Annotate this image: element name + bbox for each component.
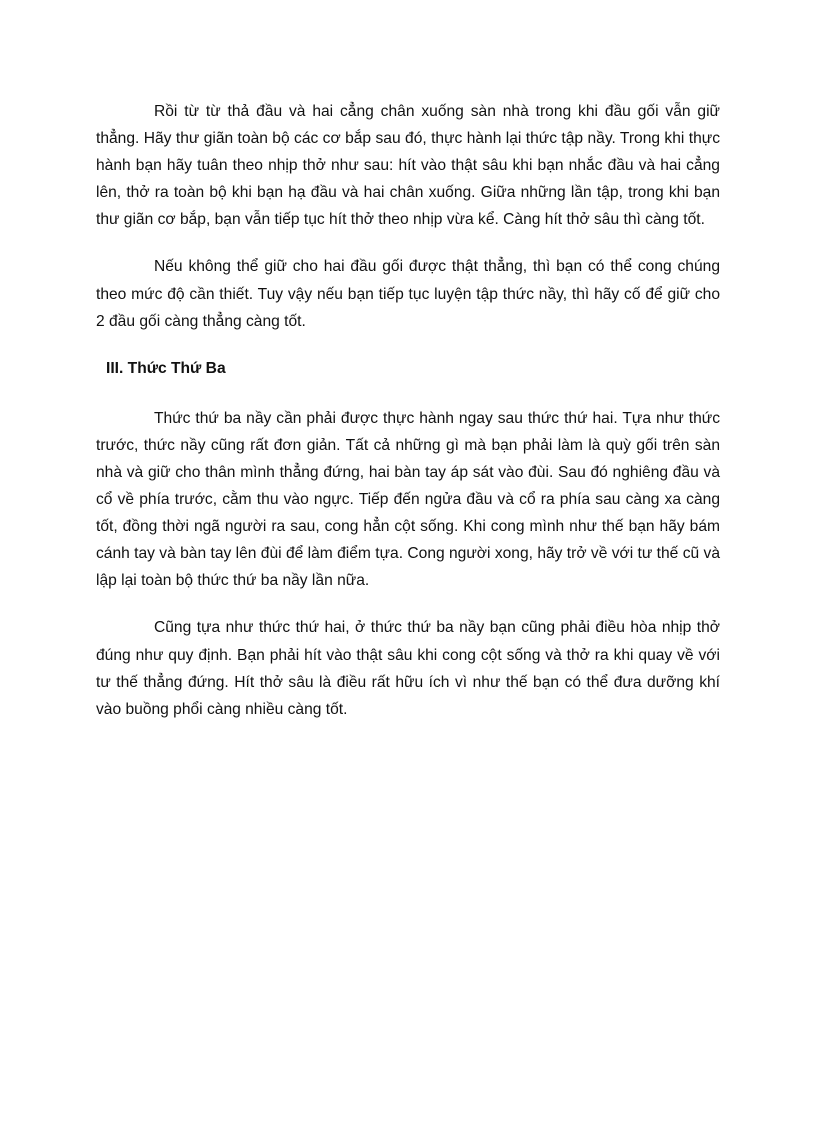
document-body: [96, 98, 720, 723]
paragraph-1: Rồi từ từ thả đầu và hai cẳng chân xuống sàn nhà trong khi đầu gối vẫn giữ thẳng. Hãy thư giãn toàn bộ các cơ bắp sau đó, thực hành lại thức tập nầy. Trong khi thực hành bạn hãy tuân theo nhịp thở như sau: hít vào thật sâu khi bạn nhắc đầu và hai cẳng lên, thở ra toàn bộ khi bạn hạ đầu và hai chân xuống. Giữa những lần tập, trong khi bạn thư giãn cơ bắp, bạn vẫn tiếp tục hít thở theo nhịp vừa kể. Càng hít thở sâu thì càng tốt.: [96, 103, 720, 229]
paragraph-3: Thức thứ ba nầy cần phải được thực hành ngay sau thức thứ hai. Tựa như thức trước, thức nầy cũng rất đơn giản. Tất cả những gì mà bạn phải làm là quỳ gối trên sàn nhà và giữ cho thân mình thẳng đứng, hai bàn tay áp sát vào đùi. Sau đó nghiêng đầu và cổ về phía trước, cằm thu vào ngực. Tiếp đến ngửa đầu và cổ ra phía sau càng xa càng tốt, đồng thời ngã người ra sau, cong hẳn cột sống. Khi cong mình như thế bạn hãy bám cánh tay và bàn tay lên đùi để làm điểm tựa. Cong người xong, hãy trở về với tư thế cũ và lập lại toàn bộ thức thứ ba nầy lần nữa.: [96, 409, 720, 590]
paragraph-4: Cũng tựa như thức thứ hai, ở thức thứ ba nầy bạn cũng phải điều hòa nhịp thở đúng như quy định. Bạn phải hít vào thật sâu khi cong cột sống và thở ra khi quay về với tư thế thẳng đứng. Hít thở sâu là điều rất hữu ích vì như thế bạn có thể đưa dưỡng khí vào buồng phổi càng nhiều càng tốt.: [96, 619, 720, 718]
paragraph-2: Nếu không thể giữ cho hai đầu gối được thật thẳng, thì bạn có thể cong chúng theo mức độ cần thiết. Tuy vậy nếu bạn tiếp tục luyện tập thức nầy, thì hãy cố để giữ cho 2 đầu gối càng thẳng càng tốt.: [96, 258, 720, 330]
section-heading: III. Thức Thứ Ba: [106, 359, 226, 377]
